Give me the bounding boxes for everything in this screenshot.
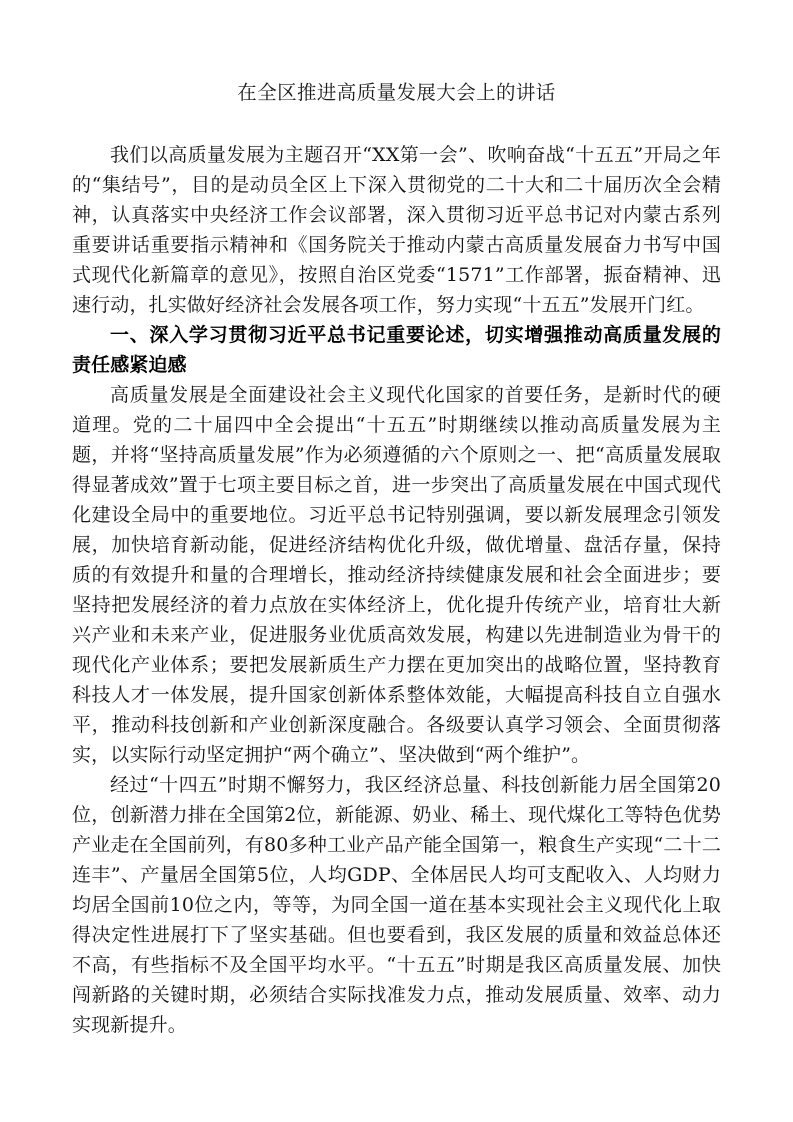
title-spacer (72, 108, 721, 140)
document-content (72, 0, 721, 1040)
paragraph-achievements: 经过“十四五”时期不懈努力，我区经济总量、科技创新能力居全国第20位，创新潜力排在全国第2位，新能源、奶业、稀土、现代煤化工等特色优势产业走在全国前列，有80多种工业产品产能全国第一，粮食生产实现“二十二连丰”、产量居全国第5位，人均GDP、全体居民人均可支配收入、人均财力均居全国前10位之内，等等，为同全国一道在基本实现社会主义现代化上取得决定性进展打下了坚实基础。但也要看到，我区发展的质量和效益总体还不高，有些指标不及全国平均水平。“十五五”时期是我区高质量发展、加快闯新路的关键时期，必须结合实际找准发力点，推动发展质量、效率、动力实现新提升。 (72, 774, 721, 1036)
paragraph-opening: 我们以高质量发展为主题召开“XX第一会”、吹响奋战“十五五”开局之年的“集结号”，目的是动员全区上下深入贯彻党的二十大和二十届历次全会精神，认真落实中央经济工作会议部署，深入贯彻习近平总书记对内蒙古系列重要讲话重要指示精神和《国务院关于推动内蒙古高质量发展奋力书写中国式现代化新篇章的意见》，按照自治区党委“1571”工作部署，振奋精神、迅速行动，扎实做好经济社会发展各项工作，努力实现“十五五”发展开门红。 (72, 144, 721, 316)
paragraph-high-quality-development: 高质量发展是全面建设社会主义现代化国家的首要任务，是新时代的硬道理。党的二十届四中全会提出“十五五”时期继续以推动高质量发展为主题，并将“坚持高质量发展”作为必须遵循的六个原则之一、把“高质量发展取得显著成效”置于七项主要目标之首，进一步突出了高质量发展在中国式现代化建设全局中的重要地位。习近平总书记特别强调，要以新发展理念引领发展，加快培育新动能，促进经济结构优化升级，做优增量、盘活存量，保持质的有效提升和量的合理增长，推动经济持续健康发展和社会全面进步；要坚持把发展经济的着力点放在实体经济上，优化提升传统产业，培育壮大新兴产业和未来产业，促进服务业优质高效发展，构建以先进制造业为骨干的现代化产业体系；要把发展新质生产力摆在更加突出的战略位置，坚持教育科技人才一体发展，提升国家创新体系整体效能，大幅提高科技自立自强水平，推动科技创新和产业创新深度融合。各级要认真学习领会、全面贯彻落实，以实际行动坚定拥护“两个确立”、坚决做到“两个维护”。 (72, 384, 721, 766)
section-heading-one: 一、深入学习贯彻习近平总书记重要论述，切实增强推动高质量发展的责任感紧迫感 (72, 324, 721, 376)
page-title: 在全区推进高质量发展大会上的讲话 (237, 81, 556, 104)
